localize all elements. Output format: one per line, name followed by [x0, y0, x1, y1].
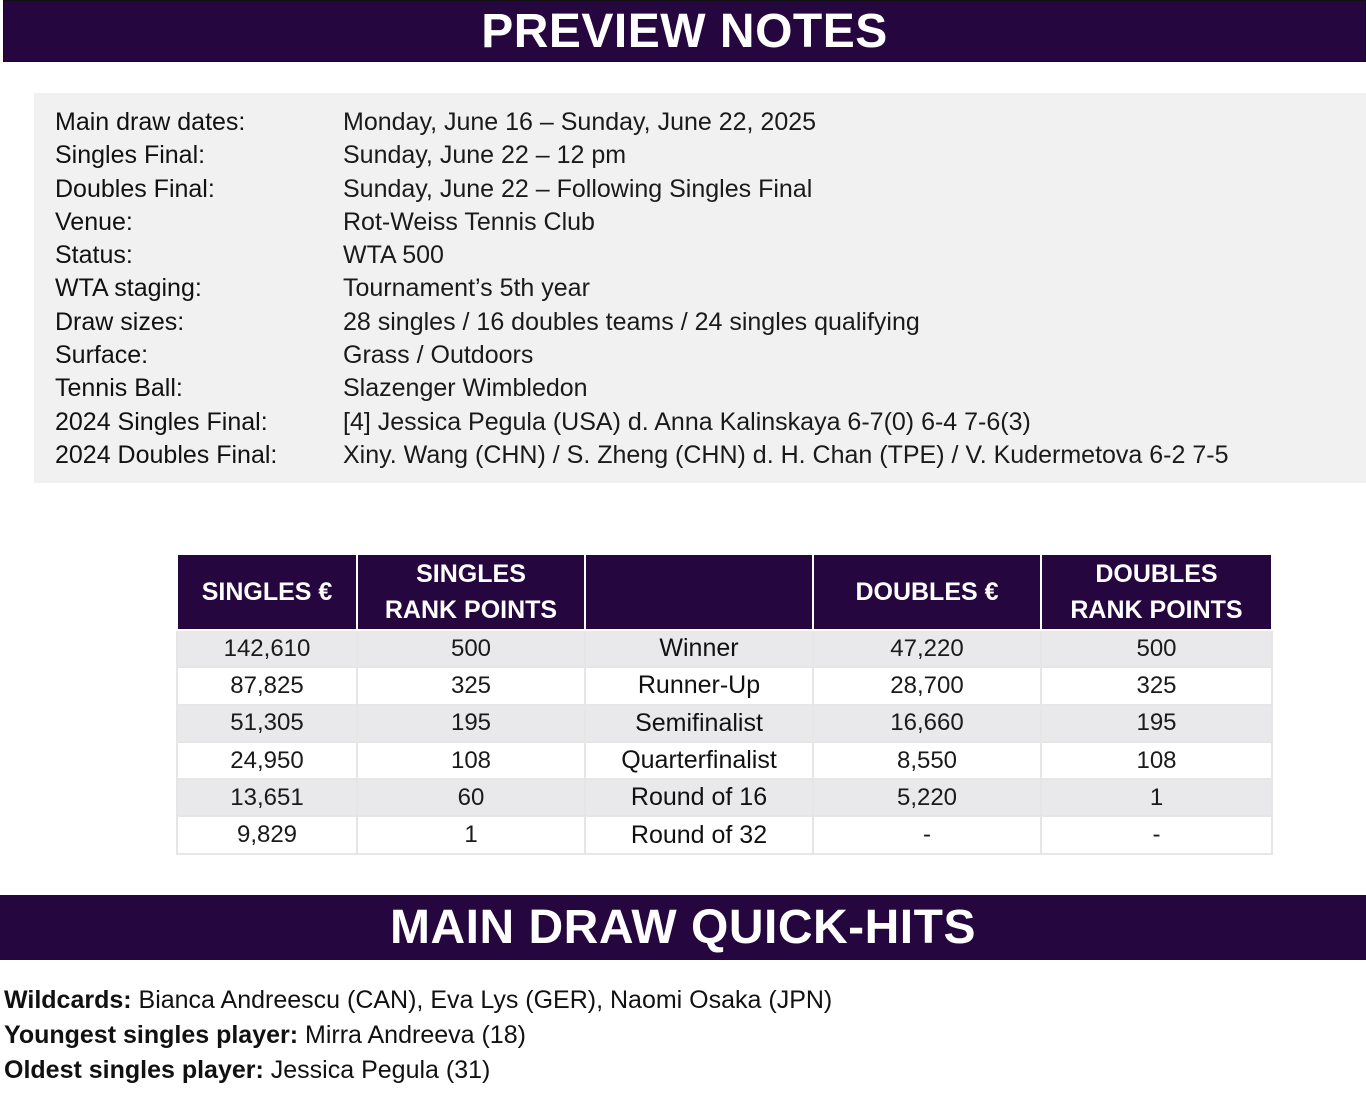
doubles-money-cell: 8,550 — [813, 742, 1041, 779]
singles-money-cell: 51,305 — [177, 705, 357, 742]
note-value: Slazenger Wimbledon — [343, 374, 588, 403]
note-row — [34, 106, 1366, 139]
doubles-points-cell: 1 — [1041, 779, 1272, 816]
doubles-points-cell: 500 — [1041, 630, 1272, 667]
table-row — [177, 742, 1272, 779]
note-row — [34, 272, 1366, 305]
header-doubles-money: DOUBLES € — [813, 554, 1041, 630]
header-round — [585, 554, 813, 630]
quick-hits-title: MAIN DRAW QUICK-HITS — [390, 901, 976, 954]
table-header-row — [177, 554, 1272, 630]
singles-points-cell: 108 — [357, 742, 585, 779]
round-cell: Winner — [585, 630, 813, 667]
note-label: Surface: — [55, 341, 149, 370]
quick-hit-label: Wildcards: — [4, 986, 132, 1014]
singles-money-cell: 142,610 — [177, 630, 357, 667]
round-cell: Quarterfinalist — [585, 742, 813, 779]
note-row — [34, 306, 1366, 339]
singles-money-cell: 13,651 — [177, 779, 357, 816]
quick-hit-value: Mirra Andreeva (18) — [298, 1021, 526, 1049]
quick-hit-item — [4, 983, 832, 1018]
doubles-points-cell: - — [1041, 816, 1272, 853]
note-value: Sunday, June 22 – 12 pm — [343, 141, 627, 170]
note-row — [34, 173, 1366, 206]
table-row — [177, 630, 1272, 667]
note-value: WTA 500 — [343, 241, 444, 270]
table-row — [177, 779, 1272, 816]
singles-money-cell: 24,950 — [177, 742, 357, 779]
note-row — [34, 339, 1366, 372]
prize-money-table — [176, 553, 1273, 855]
note-value: Monday, June 16 – Sunday, June 22, 2025 — [343, 108, 817, 136]
note-row — [34, 239, 1366, 272]
note-label: Draw sizes: — [55, 307, 185, 336]
note-label: Status: — [55, 241, 133, 270]
note-value: Rot-Weiss Tennis Club — [343, 207, 595, 236]
note-label: 2024 Doubles Final: — [55, 440, 278, 469]
note-label: Main draw dates: — [55, 108, 246, 136]
note-value: 28 singles / 16 doubles teams / 24 singles qualifying — [343, 307, 920, 336]
doubles-money-cell: 28,700 — [813, 667, 1041, 704]
preview-notes-title: PREVIEW NOTES — [481, 5, 888, 58]
note-label: Tennis Ball: — [55, 374, 183, 403]
doubles-points-cell: 108 — [1041, 742, 1272, 779]
note-value: Grass / Outdoors — [343, 341, 534, 370]
preview-notes-box — [34, 93, 1366, 483]
note-label: 2024 Singles Final: — [55, 407, 268, 436]
quick-hits-list — [4, 983, 832, 1088]
round-cell: Semifinalist — [585, 705, 813, 742]
singles-points-cell: 1 — [357, 816, 585, 853]
singles-money-cell: 87,825 — [177, 667, 357, 704]
table-row — [177, 705, 1272, 742]
singles-points-cell: 60 — [357, 779, 585, 816]
quick-hit-item — [4, 1053, 832, 1088]
round-cell: Runner-Up — [585, 667, 813, 704]
quick-hits-banner — [0, 895, 1366, 960]
note-label: Doubles Final: — [55, 174, 215, 203]
note-row — [34, 139, 1366, 172]
singles-points-cell: 195 — [357, 705, 585, 742]
doubles-points-cell: 325 — [1041, 667, 1272, 704]
doubles-money-cell: 5,220 — [813, 779, 1041, 816]
note-row — [34, 406, 1366, 439]
header-singles-points: SINGLES RANK POINTS — [357, 554, 585, 630]
round-cell: Round of 32 — [585, 816, 813, 853]
quick-hit-label: Oldest singles player: — [4, 1056, 264, 1084]
round-cell: Round of 16 — [585, 779, 813, 816]
quick-hit-item — [4, 1018, 832, 1053]
doubles-money-cell: 47,220 — [813, 630, 1041, 667]
doubles-points-cell: 195 — [1041, 705, 1272, 742]
note-label: Venue: — [55, 207, 133, 236]
note-value: [4] Jessica Pegula (USA) d. Anna Kalinskaya 6-7(0) 6-4 7-6(3) — [343, 407, 1031, 436]
note-label: Singles Final: — [55, 141, 206, 170]
singles-money-cell: 9,829 — [177, 816, 357, 853]
note-row — [34, 206, 1366, 239]
quick-hit-value: Jessica Pegula (31) — [263, 1056, 491, 1084]
note-row — [34, 372, 1366, 405]
doubles-money-cell: 16,660 — [813, 705, 1041, 742]
singles-points-cell: 325 — [357, 667, 585, 704]
table-row — [177, 667, 1272, 704]
table-row — [177, 816, 1272, 853]
note-value: Sunday, June 22 – Following Singles Final — [343, 174, 813, 203]
note-value: Xiny. Wang (CHN) / S. Zheng (CHN) d. H. Chan (TPE) / V. Kudermetova 6-2 7-5 — [343, 440, 1229, 469]
note-label: WTA staging: — [55, 274, 202, 303]
doubles-money-cell: - — [813, 816, 1041, 853]
quick-hit-value: Bianca Andreescu (CAN), Eva Lys (GER), Naomi Osaka (JPN) — [131, 986, 833, 1014]
singles-points-cell: 500 — [357, 630, 585, 667]
quick-hit-label: Youngest singles player: — [4, 1021, 299, 1049]
header-singles-money: SINGLES € — [177, 554, 357, 630]
preview-notes-banner — [3, 0, 1366, 62]
note-value: Tournament’s 5th year — [343, 274, 590, 303]
header-doubles-points: DOUBLES RANK POINTS — [1041, 554, 1272, 630]
note-row — [34, 439, 1366, 472]
